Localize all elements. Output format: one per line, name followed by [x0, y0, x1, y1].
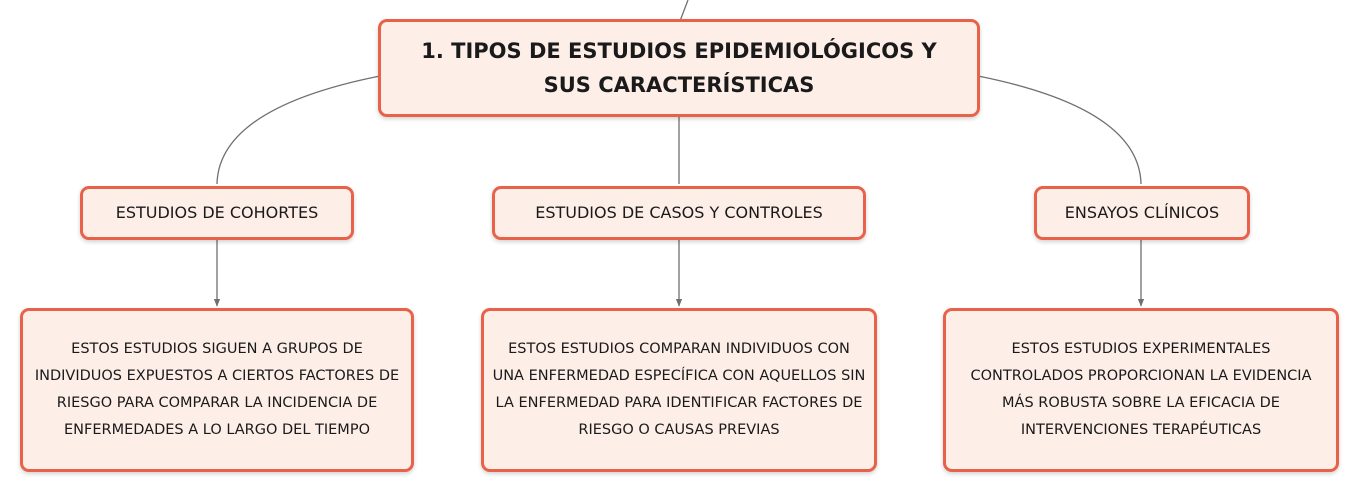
topic-casos-controles-label: ESTUDIOS DE CASOS Y CONTROLES [535, 203, 823, 222]
subtopic-casos-controles-description-node[interactable] [481, 308, 877, 472]
topic-casos-controles-node[interactable] [492, 186, 866, 240]
root-topic-title: 1. TIPOS DE ESTUDIOS EPIDEMIOLÓGICOS Y SUS CARACTERÍSTICAS [421, 39, 937, 97]
subtopic-casos-controles-description: ESTOS ESTUDIOS COMPARAN INDIVIDUOS CON UNA ENFERMEDAD ESPECÍFICA CON AQUELLOS SIN LA ENFERMEDAD PARA IDENTIFICAR FACTORES DE RIESGO O CAUSAS PREVIAS [492, 341, 866, 438]
subtopic-ensayos-clinicos-description-node[interactable] [943, 308, 1339, 472]
topic-cohortes-node[interactable] [80, 186, 354, 240]
subtopic-ensayos-clinicos-description: ESTOS ESTUDIOS EXPERIMENTALES CONTROLADOS PROPORCIONAN LA EVIDENCIA MÁS ROBUSTA SOBRE LA EFICACIA DE INTERVENCIONES TERAPÉUTICAS [970, 341, 1312, 438]
topic-ensayos-clinicos-node[interactable] [1034, 186, 1250, 240]
root-topic-node[interactable] [378, 19, 980, 117]
topic-ensayos-clinicos-label: ENSAYOS CLÍNICOS [1064, 203, 1220, 222]
parent-connector [680, 0, 688, 21]
subtopic-cohortes-description-node[interactable] [20, 308, 414, 472]
connector-root-to-cohortes [217, 76, 380, 184]
connector-root-to-ensayos [978, 76, 1141, 184]
subtopic-cohortes-description: ESTOS ESTUDIOS SIGUEN A GRUPOS DE INDIVIDUOS EXPUESTOS A CIERTOS FACTORES DE RIESGO PARA COMPARAR LA INCIDENCIA DE ENFERMEDADES A LO LARGO DEL TIEMPO [34, 341, 400, 438]
topic-cohortes-label: ESTUDIOS DE COHORTES [115, 203, 319, 222]
